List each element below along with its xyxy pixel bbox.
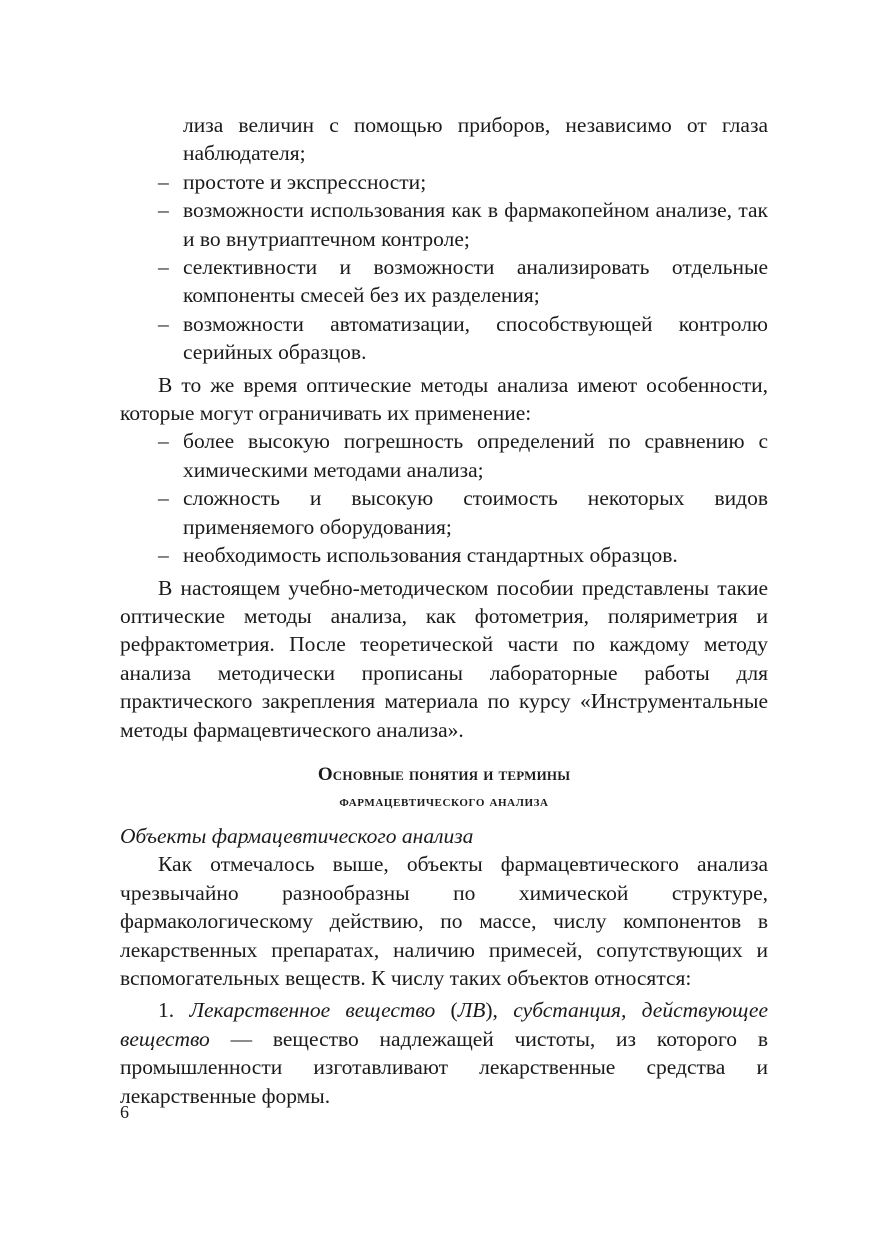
paragraph: В настоящем учебно-методическом пособии представлены такие оптические методы анализа, как фотометрия, поляриметрия и рефрактометрия. После теоретической части по каждому методу анализа методически прописаны лабораторные работы для практического закрепления материала по курсу «Инструментальные методы фармацевтического анализа». (120, 575, 768, 742)
limitations-list (120, 427, 768, 569)
list-item: – необходимость использования стандартных образцов. (158, 543, 678, 568)
list-item: – возможности автоматизации, способствующей контролю серийных образцов. (158, 311, 768, 365)
list-item: – простоте и экспрессности; (158, 169, 427, 194)
paragraph: В то же время оптические методы анализа имеют особенности, которые могут ограничивать их применение: (120, 372, 768, 426)
list-item: – селективности и возможности анализировать отдельные компоненты смесей без их разделения; (158, 255, 768, 308)
abbreviation: ЛВ (457, 998, 486, 1023)
list-item: – возможности использования как в фармакопейном анализе, так и во внутриаптечном контроле; (158, 198, 768, 251)
paragraph: Как отмечалось выше, объекты фармацевтического анализа чрезвычайно разнообразны по химической структуре, фармакологическому действию, по массе, числу компонентов в лекарственных препаратах, наличию примесей, сопутствующих и вспомогательных веществ. К числу таких объектов относятся: (120, 852, 768, 990)
definition-paragraph: 1. Лекарственное вещество (ЛВ), субстанция, действующее вещество — вещество надлежащей чистоты, из которого в промышленности изготавливают лекарственные средства и лекарственные формы. (120, 998, 769, 1108)
list-item: – более высокую погрешность определений по сравнению с химическими методами анализа; (158, 429, 768, 482)
subheading: Объекты фармацевтического анализа (120, 823, 474, 848)
section-heading-line2: фармацевтического анализа (339, 792, 549, 810)
definition-text: — вещество надлежащей чистоты, из которого в промышленности изготавливают лекарственные средства и лекарственные формы. (120, 1026, 768, 1108)
page-number: 6 (120, 1102, 129, 1122)
term: Лекарственное вещество (189, 998, 436, 1023)
list-item: – сложность и высокую стоимость некоторых видов применяемого оборудования; (158, 486, 768, 539)
list-item-continuation: лиза величин с помощью приборов, независимо от глаза наблюдателя; (183, 113, 768, 166)
section-heading: Основные понятия и термины (317, 763, 571, 785)
page-body (120, 111, 768, 1110)
advantages-list (120, 168, 768, 367)
synonyms: субстанция, действующее вещество (120, 998, 769, 1051)
item-number: 1. (158, 998, 175, 1023)
